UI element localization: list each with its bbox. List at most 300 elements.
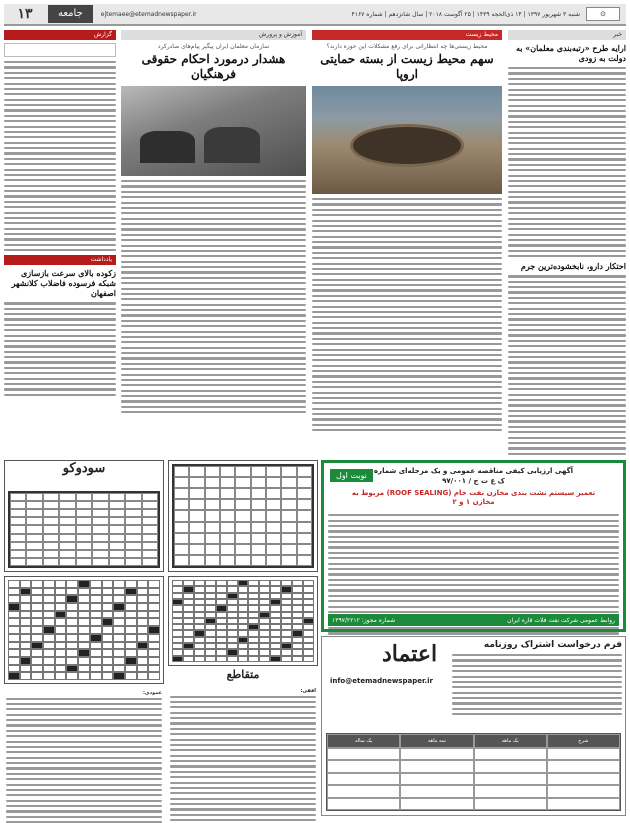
crossword-cell [270, 656, 281, 662]
clues-vertical-title: عمودی: [6, 690, 162, 698]
sudoku-cell [109, 517, 125, 525]
table-cell [474, 760, 547, 772]
sudoku-cell [281, 466, 296, 477]
crossword-cell [78, 580, 90, 588]
sudoku-cell [189, 477, 204, 488]
crossword-cell [125, 626, 137, 634]
crossword-cell [102, 603, 114, 611]
sudoku-cell [205, 499, 220, 510]
table-header: یک ماهه [474, 734, 547, 748]
crossword-cell [31, 611, 43, 619]
header-right [352, 7, 621, 21]
crossword-cell [31, 642, 43, 650]
sudoku-cell [220, 499, 235, 510]
crossword-cell [66, 649, 78, 657]
sudoku-cell [76, 534, 92, 542]
sudoku-cell [174, 522, 189, 533]
sudoku-cell [59, 509, 75, 517]
table-cell [400, 798, 473, 810]
sudoku-cell [26, 534, 42, 542]
clues-horizontal-title: افقی: [170, 688, 316, 696]
sudoku-cell [10, 558, 26, 566]
crossword-cell [148, 649, 160, 657]
crossword-cell [43, 672, 55, 680]
sudoku-cell [235, 533, 250, 544]
crossword-cell [55, 588, 67, 596]
sudoku-cell [174, 477, 189, 488]
sudoku-cell [235, 477, 250, 488]
crossword-cell [137, 618, 149, 626]
crossword-cell [137, 634, 149, 642]
crossword-cell [125, 580, 137, 588]
crossword-cell [78, 665, 90, 673]
crossword-cell [43, 618, 55, 626]
crossword-cell [125, 603, 137, 611]
subscription-table [326, 733, 621, 811]
crossword-cell [66, 580, 78, 588]
sudoku-cell [76, 517, 92, 525]
crossword-cell [102, 626, 114, 634]
crossword-cell [43, 588, 55, 596]
crossword-grid [4, 576, 164, 684]
crossword-cell [137, 672, 149, 680]
sudoku-cell [235, 488, 250, 499]
sudoku-title: سودوکو [5, 461, 163, 483]
crossword-cell [43, 642, 55, 650]
sudoku-cell [266, 466, 281, 477]
crossword-cell [102, 642, 114, 650]
sudoku-cell [220, 555, 235, 566]
sudoku-cell [220, 510, 235, 521]
crossword-cell [20, 642, 32, 650]
crossword-cell [137, 657, 149, 665]
sudoku-cell [174, 488, 189, 499]
sudoku-cell [125, 525, 141, 533]
sudoku-grid-2 [172, 464, 314, 568]
table-cell [547, 760, 620, 772]
sudoku-cell [10, 550, 26, 558]
sudoku-cell [59, 558, 75, 566]
crossword-cell [43, 634, 55, 642]
crossword-cell [55, 672, 67, 680]
crossword-cell [90, 580, 102, 588]
crossword-cell [102, 672, 114, 680]
crossword-cell [90, 595, 102, 603]
crossword-cell [31, 634, 43, 642]
crossword-cell [90, 611, 102, 619]
education-body-text [121, 180, 306, 413]
sudoku-cell [109, 542, 125, 550]
table-cell [547, 785, 620, 797]
crossword-cell [90, 618, 102, 626]
crossword-cell [148, 657, 160, 665]
sudoku-cell [125, 493, 141, 501]
table-cell [547, 748, 620, 760]
sudoku-cell [92, 542, 108, 550]
crossword-cell [20, 603, 32, 611]
sudoku-cell [266, 522, 281, 533]
crossword-cell [20, 657, 32, 665]
sudoku-cell [26, 550, 42, 558]
education-column [121, 30, 306, 458]
crossword-cell [66, 642, 78, 650]
crossword-cell [66, 626, 78, 634]
table-header: شرح [547, 734, 620, 748]
sudoku-cell [125, 517, 141, 525]
left-body-text-1 [4, 61, 116, 251]
crossword-cell [31, 649, 43, 657]
newspaper-logo: ⊙ [586, 7, 620, 21]
sudoku-cell [251, 488, 266, 499]
crossword-cell [66, 618, 78, 626]
sudoku-cell [266, 477, 281, 488]
crossword-cell [113, 649, 125, 657]
sudoku-cell [109, 550, 125, 558]
sudoku-cell [26, 525, 42, 533]
sudoku-cell [43, 542, 59, 550]
crossword-cell [172, 656, 183, 662]
crossword-cell [8, 642, 20, 650]
sudoku-cell [76, 493, 92, 501]
crossword-cell [78, 611, 90, 619]
sudoku-cell [281, 544, 296, 555]
crossword-cell [8, 588, 20, 596]
crossword-cell [20, 634, 32, 642]
sudoku-cell [26, 509, 42, 517]
page-header [4, 4, 626, 26]
table-cell [474, 798, 547, 810]
crossword-cell [125, 634, 137, 642]
crossword-cell [31, 618, 43, 626]
sudoku-cell [174, 533, 189, 544]
education-tag: آموزش و پرورش [121, 30, 306, 40]
crossword-cell [102, 611, 114, 619]
crossword-cell [43, 657, 55, 665]
sudoku-cell [189, 533, 204, 544]
sudoku-cell [10, 525, 26, 533]
right-headline-1: ارایه طرح «رتبه‌بندی معلمان» به دولت به زودی [508, 43, 626, 63]
sudoku-cell [92, 517, 108, 525]
sudoku-cell [43, 534, 59, 542]
crossword-cells-2 [172, 580, 314, 662]
sudoku-cell [43, 525, 59, 533]
crossword-cell [303, 656, 314, 662]
crossword-cell [248, 656, 259, 662]
right-body-text-2 [508, 275, 626, 458]
sudoku-cell [205, 488, 220, 499]
crossword-cell [78, 649, 90, 657]
sudoku-cell [251, 533, 266, 544]
crossword-cell [292, 656, 303, 662]
left-headline: زکوده بالای سرعت بازسازی شبکه فرسوده فاضلاب کلانشهر اصفهان [4, 268, 116, 298]
crossword-cell [90, 603, 102, 611]
crossword-cell [102, 580, 114, 588]
crossword-cell [113, 618, 125, 626]
crossword-grid-2 [168, 576, 318, 666]
sudoku-cell [10, 534, 26, 542]
crossword-cell [259, 656, 270, 662]
crossword-cell [90, 665, 102, 673]
crossword-cell [78, 588, 90, 596]
sudoku-cell [251, 522, 266, 533]
crossword-cell [90, 634, 102, 642]
crossword-cell [20, 618, 32, 626]
crossword-title: متقاطع [168, 668, 318, 682]
crossword-cell [148, 595, 160, 603]
clue-lines [6, 698, 162, 823]
bottom-area [4, 460, 626, 816]
crossword-cell [113, 595, 125, 603]
crossword-cell [8, 626, 20, 634]
sudoku-cell [142, 534, 158, 542]
crossword-cell [102, 588, 114, 596]
student-figure [140, 131, 196, 163]
crossword-cell [78, 595, 90, 603]
crossword-cell [125, 672, 137, 680]
sudoku-cell [235, 466, 250, 477]
sudoku-cell [109, 558, 125, 566]
sudoku-cell [92, 534, 108, 542]
sudoku-cell [235, 522, 250, 533]
sudoku-cell [281, 488, 296, 499]
crossword-cell [148, 672, 160, 680]
sudoku-cell [26, 517, 42, 525]
sudoku-puzzle [4, 460, 164, 572]
ad-badge: نوبت اول [330, 469, 373, 482]
sudoku-cell [220, 533, 235, 544]
sudoku-cell [251, 466, 266, 477]
left-body-text-2 [4, 302, 116, 396]
crossword-cell [90, 588, 102, 596]
sudoku-cell [76, 525, 92, 533]
sudoku-cell [92, 525, 108, 533]
sudoku-cell [92, 558, 108, 566]
right-column-tag: خبر [508, 30, 626, 40]
crossword-cell [55, 657, 67, 665]
right-headline-2: احتکار دارو، نابخشوده‌ترین جرم [508, 261, 626, 271]
crossword-cell [148, 611, 160, 619]
crossword-cell [90, 642, 102, 650]
sudoku-cell [297, 533, 312, 544]
sudoku-cell [10, 542, 26, 550]
sudoku-cell [235, 510, 250, 521]
crossword-cell [148, 634, 160, 642]
sudoku-cell [59, 525, 75, 533]
sudoku-cell [59, 517, 75, 525]
sudoku-cell [189, 510, 204, 521]
sudoku-cell [59, 550, 75, 558]
sudoku-cell [92, 509, 108, 517]
sudoku-cell [189, 544, 204, 555]
crossword-cell [102, 649, 114, 657]
sudoku-cell [297, 544, 312, 555]
left-column-tag: گزارش [4, 30, 116, 40]
crossword-cell [137, 603, 149, 611]
table-cell [327, 785, 400, 797]
table-cell [547, 773, 620, 785]
crossword-cell [66, 657, 78, 665]
sudoku-cell [220, 544, 235, 555]
crossword-cell [43, 580, 55, 588]
sudoku-cell [297, 488, 312, 499]
crossword-cell [125, 595, 137, 603]
sudoku-cell [142, 542, 158, 550]
crossword-cell [55, 642, 67, 650]
crossword-cell [113, 626, 125, 634]
subscription-form [321, 636, 626, 816]
crossword-cell [102, 618, 114, 626]
sudoku-cell [43, 509, 59, 517]
sudoku-cell [220, 488, 235, 499]
sudoku-cell [297, 522, 312, 533]
crossword-cell [8, 603, 20, 611]
crossword-cell [102, 657, 114, 665]
crossword-cell [137, 595, 149, 603]
sudoku-cell [189, 466, 204, 477]
sudoku-cell [174, 466, 189, 477]
sudoku-cell [189, 488, 204, 499]
sudoku-cell [142, 550, 158, 558]
crossword-cell [31, 588, 43, 596]
sudoku-cell [235, 544, 250, 555]
sudoku-cell [266, 544, 281, 555]
crossword-cell [113, 611, 125, 619]
subscription-email[interactable]: info@etemadnewspaper.ir [330, 677, 433, 685]
sudoku-cell [142, 501, 158, 509]
sudoku-cell [59, 534, 75, 542]
sudoku-cell [174, 510, 189, 521]
sudoku-cell [281, 510, 296, 521]
sudoku-cell [125, 542, 141, 550]
sudoku-cell [43, 517, 59, 525]
right-body-text-1 [508, 67, 626, 257]
crossword-cell [8, 634, 20, 642]
crossword-cell [55, 626, 67, 634]
sudoku-cell [43, 493, 59, 501]
crossword-cells [8, 580, 160, 680]
sudoku-cell [125, 558, 141, 566]
crossword-cell [66, 595, 78, 603]
crossword-cell [31, 626, 43, 634]
sudoku-cell [10, 509, 26, 517]
sudoku-cell [43, 501, 59, 509]
crossword-cell [66, 665, 78, 673]
sudoku-cell [235, 555, 250, 566]
sudoku-cell [59, 493, 75, 501]
clue-lines-2 [170, 696, 316, 822]
crossword-cell [43, 626, 55, 634]
sudoku-cell [297, 555, 312, 566]
crossword-cell [148, 603, 160, 611]
crossword-cell [66, 603, 78, 611]
sudoku-cell [174, 544, 189, 555]
crossword-cell [125, 649, 137, 657]
small-ad-box [4, 43, 116, 57]
table-cell [327, 773, 400, 785]
crossword-cell [31, 665, 43, 673]
crossword-cell [148, 580, 160, 588]
sudoku-cell [251, 477, 266, 488]
crater-shape [350, 124, 464, 167]
crossword-cell [148, 642, 160, 650]
crossword-cell [125, 665, 137, 673]
sudoku-cell [109, 501, 125, 509]
sudoku-cell [10, 493, 26, 501]
crossword-cell [227, 656, 238, 662]
sudoku-cell [142, 558, 158, 566]
education-kicker: سازمان معلمان ایران پیگیر پیام‌های صادرکرد [121, 43, 306, 50]
sudoku-cell [297, 477, 312, 488]
crossword-cell [90, 657, 102, 665]
crossword-cell [281, 656, 292, 662]
sudoku-cell [174, 555, 189, 566]
environment-photo [312, 86, 502, 194]
sudoku-cell [43, 558, 59, 566]
ad-footer-left: شماره مجوز: ۱۳۹۷/۲۲۱۲ [332, 617, 395, 624]
sudoku-cell [297, 510, 312, 521]
sudoku-cell [76, 558, 92, 566]
crossword-cell [148, 588, 160, 596]
crossword-cell [20, 588, 32, 596]
crossword-cell [125, 618, 137, 626]
sudoku-cell [26, 542, 42, 550]
crossword-cell [43, 649, 55, 657]
crossword-cell [113, 588, 125, 596]
subscription-logo: اعتماد [382, 641, 437, 667]
tender-advertisement [321, 460, 626, 632]
sudoku-cell [59, 542, 75, 550]
crossword-cell [137, 649, 149, 657]
crossword-cell [113, 672, 125, 680]
crossword-cell [113, 665, 125, 673]
crossword-cell [8, 657, 20, 665]
sudoku-cell [109, 493, 125, 501]
sudoku-cell [76, 542, 92, 550]
sudoku-cell [297, 499, 312, 510]
sudoku-cell [205, 522, 220, 533]
crossword-cell [43, 665, 55, 673]
crossword-cell [78, 603, 90, 611]
sudoku-cell [251, 555, 266, 566]
sudoku-cell [251, 499, 266, 510]
crossword-cell [216, 656, 227, 662]
table-cell [474, 785, 547, 797]
crossword-cell [90, 649, 102, 657]
crossword-clues-2 [168, 686, 318, 814]
sudoku-cell [266, 555, 281, 566]
sudoku-cell [205, 544, 220, 555]
sudoku-cell [251, 510, 266, 521]
left-column [4, 30, 116, 458]
crossword-cell [113, 580, 125, 588]
crossword-cell [20, 580, 32, 588]
sudoku-cell [142, 493, 158, 501]
sudoku-cell [205, 477, 220, 488]
section-name: جامعه [48, 5, 93, 23]
sudoku-cell [125, 534, 141, 542]
crossword-cell [148, 665, 160, 673]
environment-tag: محیط زیست [312, 30, 502, 40]
sudoku-cell [266, 533, 281, 544]
crossword-cell [31, 603, 43, 611]
left-column-tag-2: یادداشت [4, 255, 116, 265]
sudoku-cell [125, 550, 141, 558]
sudoku-cell [92, 550, 108, 558]
crossword-clues [4, 688, 164, 810]
crossword-cell [8, 580, 20, 588]
crossword-cell [102, 665, 114, 673]
crossword-cell [113, 642, 125, 650]
